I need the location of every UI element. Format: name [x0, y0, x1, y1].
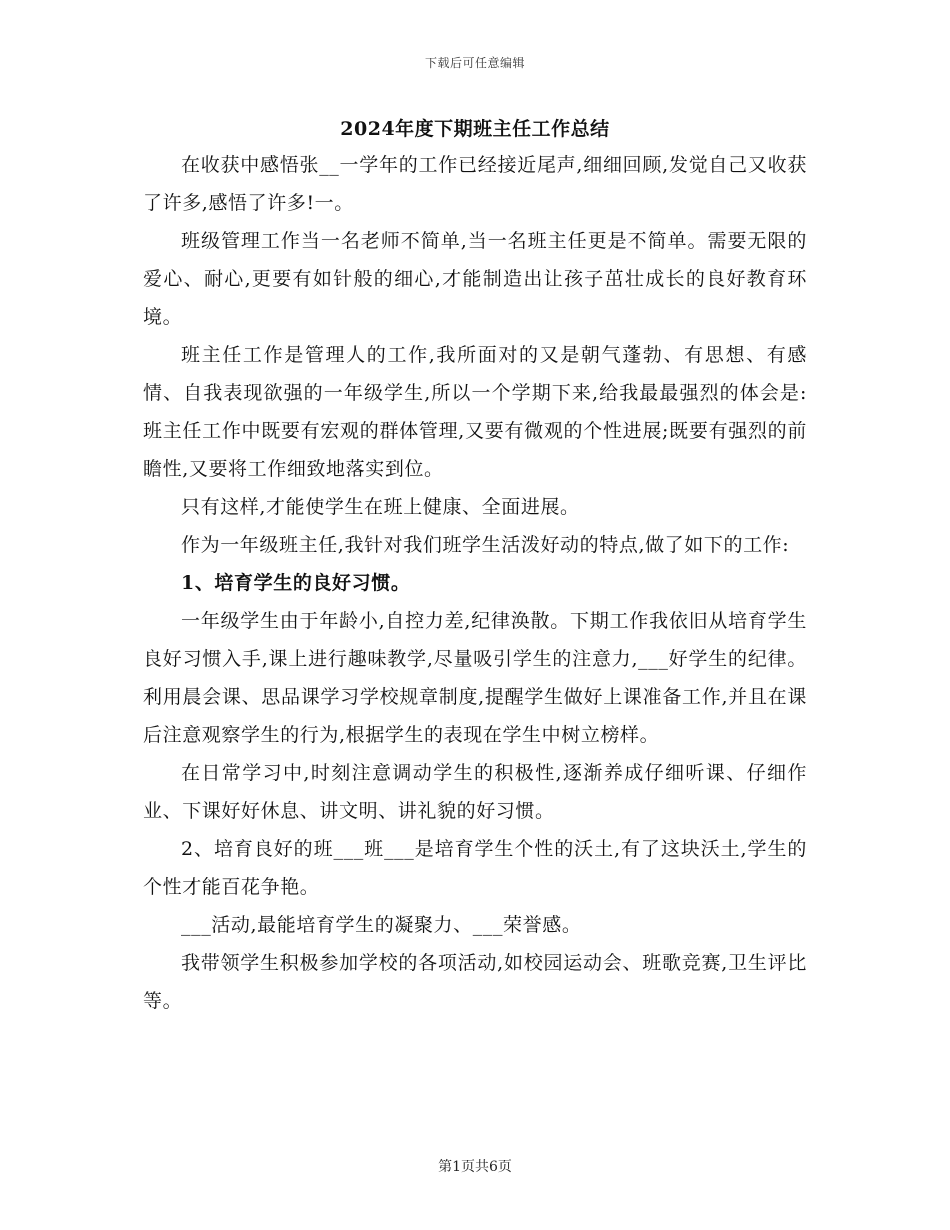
paragraph-habits: 一年级学生由于年龄小,自控力差,纪律涣散。下期工作我依旧从培育学生良好习惯入手,课上进行趣味教学,尽量吸引学生的注意力,___好学生的纪律。利用晨会课、思品课学习学校规章制度,提醒学生做好上课准备工作,并且在课后注意观察学生的行为,根据学生的表现在学生中树立榜样。 [143, 610, 807, 746]
paragraph-work-intro: 作为一年级班主任,我针对我们班学生活泼好动的特点,做了如下的工作: [181, 534, 790, 556]
page-footer: 第1页共6页 [438, 1159, 512, 1175]
paragraph-activities: ___活动,最能培育学生的凝聚力、___荣誉感。 [181, 914, 582, 936]
paragraph-only-this-way: 只有这样,才能使学生在班上健康、全面进展。 [181, 496, 580, 518]
header-note: 下载后可任意编辑 [424, 56, 525, 70]
document-body [143, 146, 807, 1020]
paragraph-school-events: 我带领学生积极参加学校的各项活动,如校园运动会、班歌竞赛,卫生评比等。 [143, 952, 807, 1012]
paragraph-experience: 班主任工作是管理人的工作,我所面对的又是朝气蓬勃、有思想、有感情、自我表现欲强的一年级学生,所以一个学期下来,给我最最强烈的体会是:班主任工作中既要有宏观的群体管理,又要有微观的个性进展;既要有强烈的前瞻性,又要将工作细致地落实到位。 [143, 344, 807, 480]
paragraph-class-management: 班级管理工作当一名老师不简单,当一名班主任更是不简单。需要无限的爱心、耐心,更要有如针般的细心,才能制造出让孩子茁壮成长的良好教育环境。 [143, 230, 807, 328]
section-heading-habits: 1、培育学生的良好习惯。 [181, 572, 411, 594]
paragraph-daily-study: 在日常学习中,时刻注意调动学生的积极性,逐渐养成仔细听课、仔细作业、下课好好休息、讲文明、讲礼貌的好习惯。 [143, 762, 807, 822]
document-title: 2024年度下期班主任工作总结 [340, 118, 610, 140]
paragraph-intro: 在收获中感悟张__一学年的工作已经接近尾声,细细回顾,发觉自己又收获了许多,感悟了许多!一。 [143, 154, 807, 214]
paragraph-class-atmosphere: 2、培育良好的班___班___是培育学生个性的沃土,有了这块沃土,学生的个性才能百花争艳。 [143, 838, 807, 898]
